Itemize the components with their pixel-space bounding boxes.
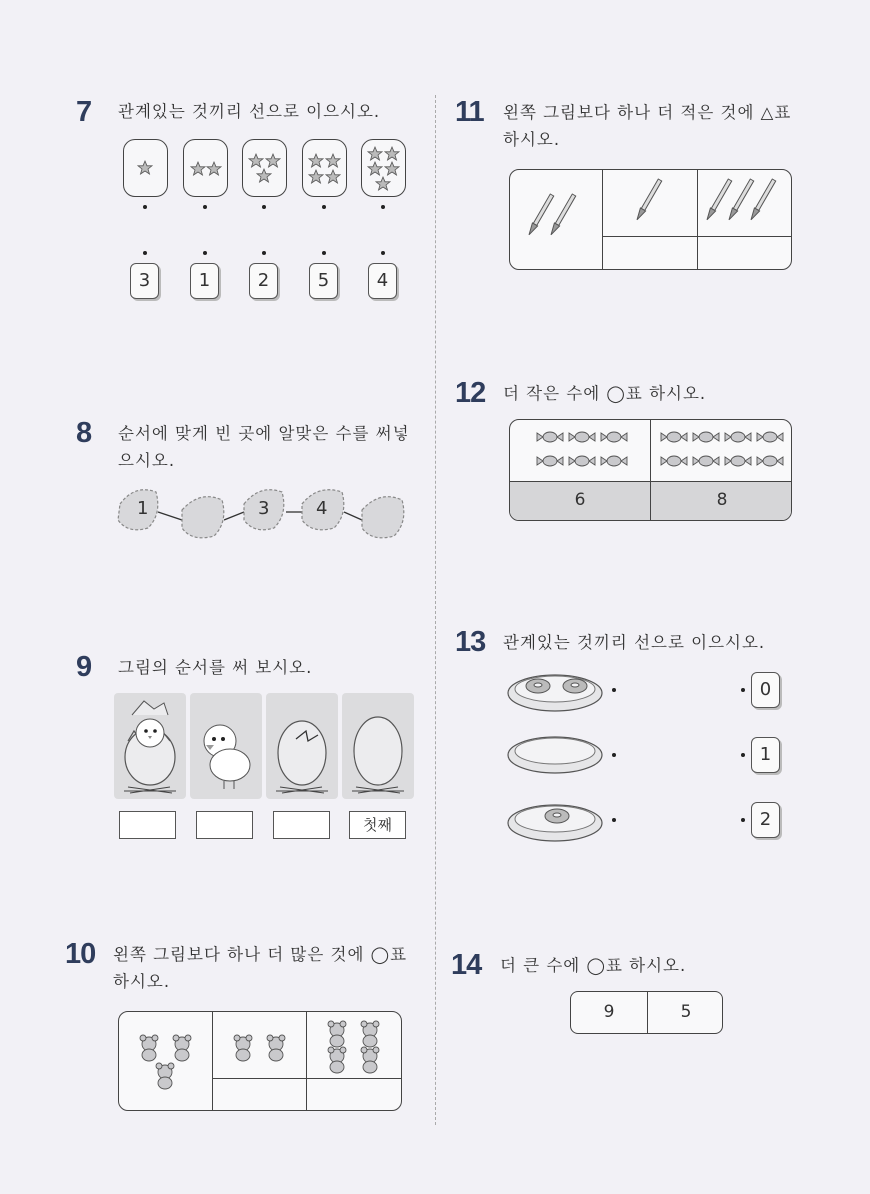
order-answer-box-filled: 첫째 xyxy=(349,811,406,839)
teddy-bear-icons xyxy=(119,1012,402,1111)
number-comparison-box xyxy=(570,991,723,1034)
question-text-line1: 왼쪽 그림보다 하나 더 적은 것에 △표 xyxy=(503,103,792,122)
question-text-line2: 하시오. xyxy=(503,130,561,149)
plate-empty xyxy=(505,730,615,780)
match-dot[interactable] xyxy=(381,205,385,209)
star-icon-group xyxy=(303,140,348,198)
leaf-number: 4 xyxy=(316,498,328,519)
star-icon-group xyxy=(243,140,288,198)
number-card: 3 xyxy=(130,263,159,299)
divider xyxy=(510,481,791,482)
match-dot[interactable] xyxy=(741,753,745,757)
question-number: 7 xyxy=(76,96,92,128)
star-icon-group xyxy=(184,140,229,198)
match-dot[interactable] xyxy=(143,251,147,255)
question-number: 13 xyxy=(455,626,486,658)
star-card-5 xyxy=(361,139,406,197)
number-card: 2 xyxy=(249,263,278,299)
chick-icon xyxy=(190,693,262,799)
question-number: 8 xyxy=(76,417,92,449)
question-text-line1: 왼쪽 그림보다 하나 더 많은 것에 ◯표 xyxy=(113,945,408,964)
question-text: 더 큰 수에 ◯표 하시오. xyxy=(500,956,687,975)
match-dot[interactable] xyxy=(322,251,326,255)
plate-one-donut xyxy=(505,795,615,845)
question-text-line2: 하시오. xyxy=(113,972,171,991)
match-dot[interactable] xyxy=(741,818,745,822)
brush-comparison-table xyxy=(509,169,792,270)
leaf-2 xyxy=(182,497,224,538)
star-card-1 xyxy=(123,139,168,197)
candy-comparison-table xyxy=(509,419,792,521)
egg-icon xyxy=(342,693,414,799)
bear-comparison-table xyxy=(118,1011,402,1111)
number-card: 5 xyxy=(309,263,338,299)
value-6[interactable]: 6 xyxy=(574,490,586,510)
leaf-number: 3 xyxy=(258,498,270,519)
number-card: 0 xyxy=(751,672,780,708)
star-card-3 xyxy=(242,139,287,197)
picture-chick xyxy=(190,693,262,799)
star-icon-group xyxy=(362,140,407,198)
value-9[interactable]: 9 xyxy=(603,1002,615,1022)
cracked-egg-icon xyxy=(266,693,338,799)
leaf-sequence xyxy=(110,484,430,554)
number-card: 1 xyxy=(190,263,219,299)
star-card-2 xyxy=(183,139,228,197)
match-dot[interactable] xyxy=(262,205,266,209)
paintbrush-icons xyxy=(510,170,792,270)
order-answer-box[interactable] xyxy=(273,811,330,839)
leaf-number: 1 xyxy=(137,498,149,519)
number-card: 1 xyxy=(751,737,780,773)
column-divider xyxy=(435,95,436,1125)
number-card: 4 xyxy=(368,263,397,299)
match-dot[interactable] xyxy=(143,205,147,209)
match-dot[interactable] xyxy=(203,251,207,255)
match-dot[interactable] xyxy=(612,688,616,692)
match-dot[interactable] xyxy=(262,251,266,255)
order-answer-box[interactable] xyxy=(196,811,253,839)
question-text-line1: 순서에 맞게 빈 곳에 알맞은 수를 써넣 xyxy=(118,424,410,443)
order-answer-box[interactable] xyxy=(119,811,176,839)
star-icon-group xyxy=(124,140,169,198)
question-number: 11 xyxy=(455,96,484,128)
candy-icons xyxy=(510,420,792,481)
question-number: 10 xyxy=(65,938,96,970)
match-dot[interactable] xyxy=(322,205,326,209)
match-dot[interactable] xyxy=(381,251,385,255)
value-8[interactable]: 8 xyxy=(716,490,728,510)
leaf-5 xyxy=(362,497,404,538)
question-number: 9 xyxy=(76,651,92,683)
plate-two-donuts xyxy=(505,665,615,715)
question-text-line2: 으시오. xyxy=(118,451,176,470)
match-dot[interactable] xyxy=(612,753,616,757)
match-dot[interactable] xyxy=(741,688,745,692)
question-number: 14 xyxy=(451,949,482,981)
question-text: 그림의 순서를 써 보시오. xyxy=(118,658,313,677)
question-text: 더 작은 수에 ◯표 하시오. xyxy=(503,384,707,403)
value-5[interactable]: 5 xyxy=(680,1002,692,1022)
question-text: 관계있는 것끼리 선으로 이으시오. xyxy=(118,102,381,121)
picture-egg xyxy=(342,693,414,799)
picture-cracked-egg xyxy=(266,693,338,799)
hatching-chick-icon xyxy=(114,693,186,799)
question-number: 12 xyxy=(455,377,486,409)
picture-hatching-chick xyxy=(114,693,186,799)
match-dot[interactable] xyxy=(612,818,616,822)
question-text: 관계있는 것끼리 선으로 이으시오. xyxy=(503,633,766,652)
number-card: 2 xyxy=(751,802,780,838)
match-dot[interactable] xyxy=(203,205,207,209)
star-card-4 xyxy=(302,139,347,197)
